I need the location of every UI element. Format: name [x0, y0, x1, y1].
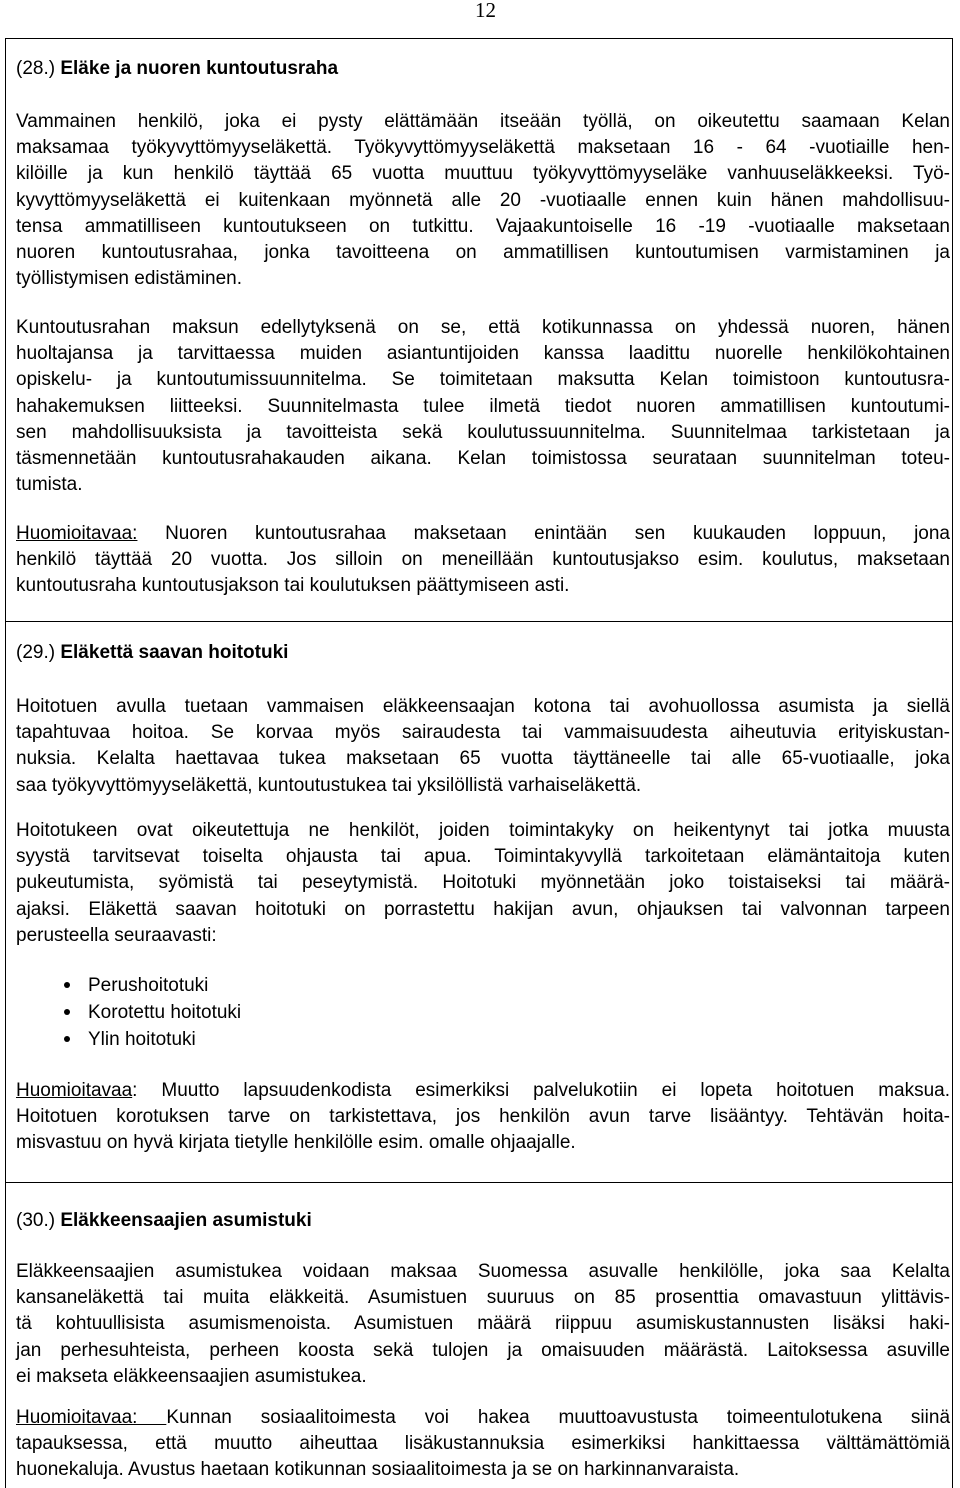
text-line: huoltajansa ja tarvittaessa muiden asiantuntijoiden kanssa laadittu nuorelle henkilökohtainen	[16, 343, 950, 365]
note-label: Huomioitavaa	[16, 1080, 133, 1101]
bullet-icon	[64, 1036, 70, 1042]
note-text: Kunnan sosiaalitoimesta voi hakea muuttoavustusta toimeentulotukena siinä	[166, 1407, 951, 1428]
text-line: nuksia. Kelalta haettavaa tukea maksetaan 65 vuotta täyttäneelle tai alle 65-vuotiaalle, joka	[16, 748, 950, 770]
text-line: syystä tarvitsevat toiselta ohjausta tai apua. Toimintakyvyllä tarkoitetaan elämäntaitoja kuten	[16, 846, 950, 868]
section-28	[5, 38, 953, 622]
text-line: tumista.	[16, 474, 83, 496]
text-line: hahakemuksen liitteeksi. Suunnitelmasta tulee ilmetä tiedot nuoren ammatillisen kuntoutumi-	[16, 395, 950, 417]
text-line: kilöille ja kun henkilö täyttää 65 vuotta muuttuu työkyvyttömyyseläke vanhuuseläkkeeksi. Työ-	[16, 163, 950, 185]
section-28-number: (28.)	[16, 58, 56, 79]
text-line: nuoren kuntoutusrahaa, jonka tavoitteena on ammatillisen kuntoutumisen varmistaminen ja	[16, 241, 950, 263]
text-line: huonekaluja. Avustus haetaan kotikunnan sosiaalitoimesta ja se on harkinnanvaraista.	[16, 1459, 740, 1481]
section-29-title: Eläkettä saavan hoitotuki	[60, 642, 289, 663]
section-28-paragraph-1	[16, 109, 950, 292]
section-30-title: Eläkkeensaajien asumistuki	[60, 1210, 312, 1231]
text-line: henkilö täyttää 20 vuotta. Jos silloin on meneillään kuntoutusjakso esim. koulutus, maksetaan	[16, 549, 950, 571]
section-30-paragraph-1	[16, 1259, 950, 1390]
list-item-label: Perushoitotuki	[88, 975, 209, 996]
text-line: saa työkyvyttömyyseläkettä, kuntoutustukea tai yksilöllistä varhaiseläkettä.	[16, 774, 642, 796]
section-29-note	[16, 1078, 950, 1157]
text-line: maksamaa työkyvyttömyyseläkettä. Työkyvyttömyyseläkettä maksetaan 16 - 64 -vuotiaille hen-	[16, 137, 950, 159]
text-line: pukeutumista, syömistä tai peseytymistä. Hoitotuki myönnetään joko toistaiseksi tai määrä-	[16, 872, 950, 894]
text-line: tä kohtuullisista asumismenoista. Asumistuen määrä riippuu asumiskustannusten lisäksi haki-	[16, 1313, 950, 1335]
section-29-paragraph-1	[16, 694, 950, 799]
note-first-line	[16, 1078, 950, 1104]
section-29	[5, 621, 953, 1183]
section-30-note	[16, 1405, 950, 1484]
text-line: Eläkkeensaajien asumistukea voidaan maksaa Suomessa asuvalle henkilölle, joka saa Kelalta	[16, 1261, 950, 1282]
care-allowance-levels	[56, 972, 241, 1053]
text-line: Hoitotuen korotuksen tarve on tarkistettava, jos henkilön avun tarve lisääntyy. Tehtävän hoita-	[16, 1106, 950, 1128]
section-28-note	[16, 521, 950, 600]
note-first-line	[16, 521, 950, 547]
note-text: : Muutto lapsuudenkodista esimerkiksi palvelukotiin ei lopeta hoitotuen maksua.	[132, 1080, 950, 1101]
section-29-paragraph-2	[16, 818, 950, 949]
text-line: sen mahdollisuuksista ja tavoitteista sekä koulutussuunnitelma. Suunnitelmaa tarkistetaan ja	[16, 421, 950, 443]
text-line: kuntoutusraha kuntoutusjakson tai koulutuksen päättymiseen asti.	[16, 575, 570, 597]
list-item	[56, 1026, 241, 1053]
bullet-icon	[64, 982, 70, 988]
section-29-number: (29.)	[16, 642, 56, 663]
text-line: Hoitotukeen ovat oikeutettuja ne henkilöt, joiden toimintakyky on heikentynyt tai jotka muusta	[16, 820, 950, 841]
note-text: Nuoren kuntoutusrahaa maksetaan enintään sen kuukauden loppuun, jona	[137, 523, 950, 544]
section-28-heading	[16, 56, 338, 82]
text-line: misvastuu on hyvä kirjata tietylle henkilölle esim. omalle ohjaajalle.	[16, 1132, 576, 1154]
text-line: kyvyttömyyseläkettä ei kuitenkaan myönnetä alle 20 -vuotiaalle ennen kuin hänen mahdollisuu-	[16, 189, 950, 211]
text-line: Kuntoutusrahan maksun edellytyksenä on se, että kotikunnassa on yhdessä nuoren, hänen	[16, 317, 950, 338]
text-line: Hoitotuen avulla tuetaan vammaisen eläkkeensaajan kotona tai avohuollossa asumista ja siellä	[16, 696, 950, 717]
section-30-number: (30.)	[16, 1210, 56, 1231]
text-line: tapauksessa, että muutto aiheuttaa lisäkustannuksia esimerkiksi hankittaessa välttämättömiä	[16, 1433, 950, 1455]
text-line: ei makseta eläkkeensaajien asumistukea.	[16, 1365, 367, 1387]
list-item-label: Korotettu hoitotuki	[88, 1002, 242, 1023]
text-line: perusteella seuraavasti:	[16, 924, 217, 946]
text-line: työllistymisen edistäminen.	[16, 268, 242, 290]
section-30	[5, 1182, 953, 1488]
section-29-heading	[16, 640, 288, 666]
note-label: Huomioitavaa:	[16, 1407, 167, 1428]
text-line: täsmennetään kuntoutusrahakauden aikana. Kelan toimistossa seurataan suunnitelman toteu-	[16, 447, 950, 469]
text-line: tapahtuvaa hoitoa. Se korvaa myös sairaudesta tai vammaisuudesta aiheutuvia erityiskustan-	[16, 722, 950, 744]
page-number: 12	[475, 0, 496, 22]
list-item	[56, 999, 241, 1026]
text-line: kansaneläkettä tai muita eläkkeitä. Asumistuen suuruus on 85 prosenttia omavastuun ylittävis-	[16, 1287, 950, 1309]
section-30-heading	[16, 1208, 312, 1234]
text-line: jan perhesuhteista, perheen koosta sekä tulojen ja omaisuuden määrästä. Laitoksessa asuville	[16, 1339, 950, 1361]
list-item	[56, 972, 241, 999]
list-item-label: Ylin hoitotuki	[88, 1029, 196, 1050]
note-first-line	[16, 1405, 950, 1431]
note-label: Huomioitavaa:	[16, 523, 138, 544]
text-line: tensa ammatilliseen kuntoutukseen on tutkittu. Vajaakuntoiselle 16 -19 -vuotiaalle maksetaan	[16, 215, 950, 237]
text-line: ajaksi. Eläkettä saavan hoitotuki on porrastettu hakijan avun, ohjauksen tai valvonnan tarpeen	[16, 898, 950, 920]
text-line: opiskelu- ja kuntoutumissuunnitelma. Se toimitetaan maksutta Kelan toimistoon kuntoutusra-	[16, 369, 950, 391]
text-line: Vammainen henkilö, joka ei pysty elättämään itseään työllä, on oikeutettu saamaan Kelan	[16, 111, 950, 132]
section-28-paragraph-2	[16, 315, 950, 498]
bullet-icon	[64, 1009, 70, 1015]
section-28-title: Eläke ja nuoren kuntoutusraha	[60, 58, 339, 79]
